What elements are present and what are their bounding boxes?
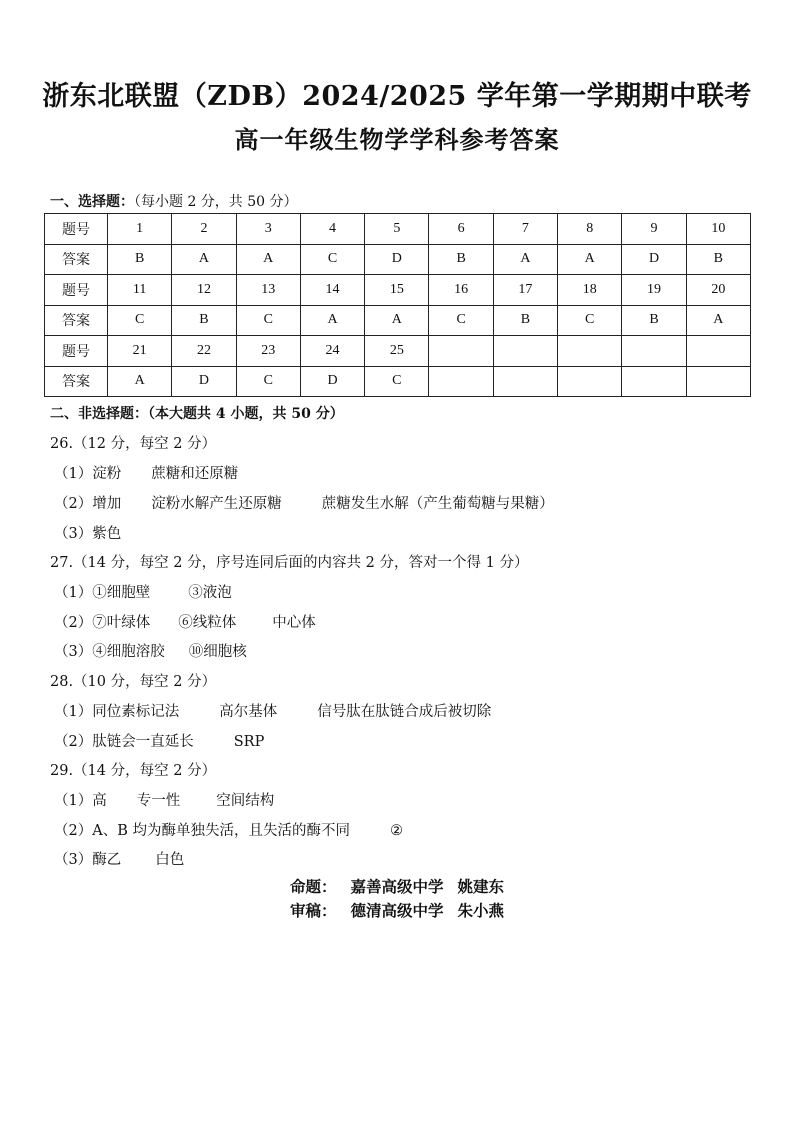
answer-table-cell: A [686, 305, 750, 336]
answer-line [54, 581, 232, 602]
answer-table-cell: C [365, 366, 429, 397]
answer-table-cell: C [300, 244, 364, 275]
row-header-cell: 题号 [45, 336, 108, 367]
answer-line [54, 611, 316, 632]
answer-item: （2）肽链会一直延长 [54, 734, 194, 750]
answer-table-cell: 21 [108, 336, 172, 367]
answer-item: 专一性 [136, 793, 181, 809]
answer-table-cell: 15 [365, 275, 429, 306]
answer-table-cell: 12 [172, 275, 236, 306]
answer-table-cell: 5 [365, 214, 429, 245]
document-title: 浙东北联盟（ZDB）2024/2025 学年第一学期期中联考 [42, 81, 752, 112]
answer-line [54, 492, 554, 513]
row-header-cell: 题号 [45, 275, 108, 306]
answer-table-cell: 24 [300, 336, 364, 367]
answer-table-cell: C [236, 366, 300, 397]
answer-table-cell: A [365, 305, 429, 336]
answer-table-cell: 7 [493, 214, 557, 245]
answer-table-cell [622, 366, 686, 397]
answer-line [54, 462, 238, 483]
answer-table-cell: A [236, 244, 300, 275]
reviewer-name: 朱小燕 [457, 902, 505, 920]
answer-item: （1）同位素标记法 [54, 704, 180, 720]
answer-table-cell: 6 [429, 214, 493, 245]
answer-table-cell: 19 [622, 275, 686, 306]
answer-table-cell: D [300, 366, 364, 397]
answer-table-cell: 17 [493, 275, 557, 306]
answer-item: （2）⑦叶绿体 [54, 615, 151, 631]
answer-item: SRP [233, 734, 265, 750]
answer-line [54, 848, 184, 869]
answer-table-cell: C [236, 305, 300, 336]
answer-table-cell: 23 [236, 336, 300, 367]
answer-item: （2）A、B 均为酶单独失活，且失活的酶不同 [54, 823, 350, 839]
answer-table-cell: A [172, 244, 236, 275]
answer-table-row [45, 214, 751, 245]
answer-table-cell: 1 [108, 214, 172, 245]
answer-item: （2）增加 [54, 496, 122, 512]
answer-table-cell: 14 [300, 275, 364, 306]
answer-table-cell [558, 366, 622, 397]
answer-table-cell: A [558, 244, 622, 275]
answer-table-cell: C [429, 305, 493, 336]
answer-table-cell: D [622, 244, 686, 275]
question-28-title: 28.（10 分，每空 2 分） [50, 674, 217, 690]
author-school: 嘉善高级中学 [350, 878, 444, 896]
row-header-cell: 题号 [45, 214, 108, 245]
author-label: 命题： [289, 878, 337, 896]
answer-line [54, 730, 264, 751]
answer-table-cell: 20 [686, 275, 750, 306]
answer-item: （1）①细胞壁 [54, 585, 151, 601]
answer-item: （3）④细胞溶胶 [54, 644, 165, 660]
answer-table-cell: 8 [558, 214, 622, 245]
answer-table-cell: 4 [300, 214, 364, 245]
answer-table-cell: A [300, 305, 364, 336]
answer-item: 蔗糖发生水解（产生葡萄糖与果糖） [321, 496, 554, 512]
section1-label: 一、选择题： [50, 194, 134, 210]
answer-table-cell: 2 [172, 214, 236, 245]
answer-item: （1）淀粉 [54, 466, 122, 482]
answer-table-cell: B [622, 305, 686, 336]
answer-item: ⑥线粒体 [178, 615, 237, 631]
answer-item: ② [389, 823, 403, 839]
answer-table-cell: D [172, 366, 236, 397]
answer-line [54, 700, 491, 721]
answer-table-cell: C [558, 305, 622, 336]
question-26-title: 26.（12 分，每空 2 分） [50, 436, 217, 452]
answer-table-cell: B [686, 244, 750, 275]
answer-item: 白色 [155, 852, 185, 868]
answer-table-cell: B [172, 305, 236, 336]
answer-table [44, 213, 751, 397]
author-name: 姚建东 [457, 878, 505, 896]
answer-table-cell: 11 [108, 275, 172, 306]
answer-line [54, 789, 274, 810]
section1-note: （每小题 2 分，共 50 分） [134, 194, 298, 210]
answer-table-row [45, 336, 751, 367]
answer-table-cell: B [493, 305, 557, 336]
answer-item: （3）紫色 [54, 526, 122, 542]
section2-heading: 二、非选择题：（本大题共 4 小题，共 50 分） [50, 406, 344, 422]
answer-item: ③液泡 [188, 585, 232, 601]
answer-item: 中心体 [272, 615, 316, 631]
answer-table-cell [429, 366, 493, 397]
reviewer-credit [0, 899, 794, 921]
answer-table-cell [493, 366, 557, 397]
author-credit [0, 875, 794, 897]
answer-table-cell: C [108, 305, 172, 336]
answer-table-cell [686, 366, 750, 397]
answer-table-row [45, 366, 751, 397]
answer-table-cell [558, 336, 622, 367]
answer-item: （3）酶乙 [54, 852, 122, 868]
answer-table-cell: 22 [172, 336, 236, 367]
answer-table-cell: D [365, 244, 429, 275]
answer-table-cell [429, 336, 493, 367]
answer-table-cell: 13 [236, 275, 300, 306]
answer-table-cell: 3 [236, 214, 300, 245]
answer-table-cell [493, 336, 557, 367]
section1-heading [50, 191, 298, 211]
answer-item: ⑩细胞核 [188, 644, 247, 660]
row-header-cell: 答案 [45, 366, 108, 397]
answer-table-cell: 9 [622, 214, 686, 245]
answer-line [54, 819, 403, 840]
answer-table-cell: 10 [686, 214, 750, 245]
question-27-title: 27.（14 分，每空 2 分，序号连同后面的内容共 2 分，答对一个得 1 分） [50, 555, 529, 571]
answer-table-cell: 18 [558, 275, 622, 306]
answer-table-row [45, 305, 751, 336]
answer-table-cell: 16 [429, 275, 493, 306]
document-subtitle: 高一年级生物学学科参考答案 [234, 125, 560, 154]
answer-table-cell [686, 336, 750, 367]
reviewer-school: 德清高级中学 [350, 902, 444, 920]
answer-table-cell: 25 [365, 336, 429, 367]
answer-table-row [45, 244, 751, 275]
answer-item: 蔗糖和还原糖 [151, 466, 239, 482]
answer-line [54, 522, 121, 543]
answer-item: 淀粉水解产生还原糖 [151, 496, 282, 512]
answer-table-cell [622, 336, 686, 367]
answer-item: （1）高 [54, 793, 107, 809]
answer-item: 高尔基体 [219, 704, 278, 720]
answer-table-cell: B [429, 244, 493, 275]
answer-table-cell: A [493, 244, 557, 275]
answer-table-row [45, 275, 751, 306]
answer-table-cell: B [108, 244, 172, 275]
answer-item: 空间结构 [216, 793, 275, 809]
answer-item: 信号肽在肽链合成后被切除 [317, 704, 492, 720]
question-29-title: 29.（14 分，每空 2 分） [50, 763, 217, 779]
row-header-cell: 答案 [45, 305, 108, 336]
row-header-cell: 答案 [45, 244, 108, 275]
answer-table-cell: A [108, 366, 172, 397]
answer-line [54, 640, 247, 661]
reviewer-label: 审稿： [289, 902, 337, 920]
